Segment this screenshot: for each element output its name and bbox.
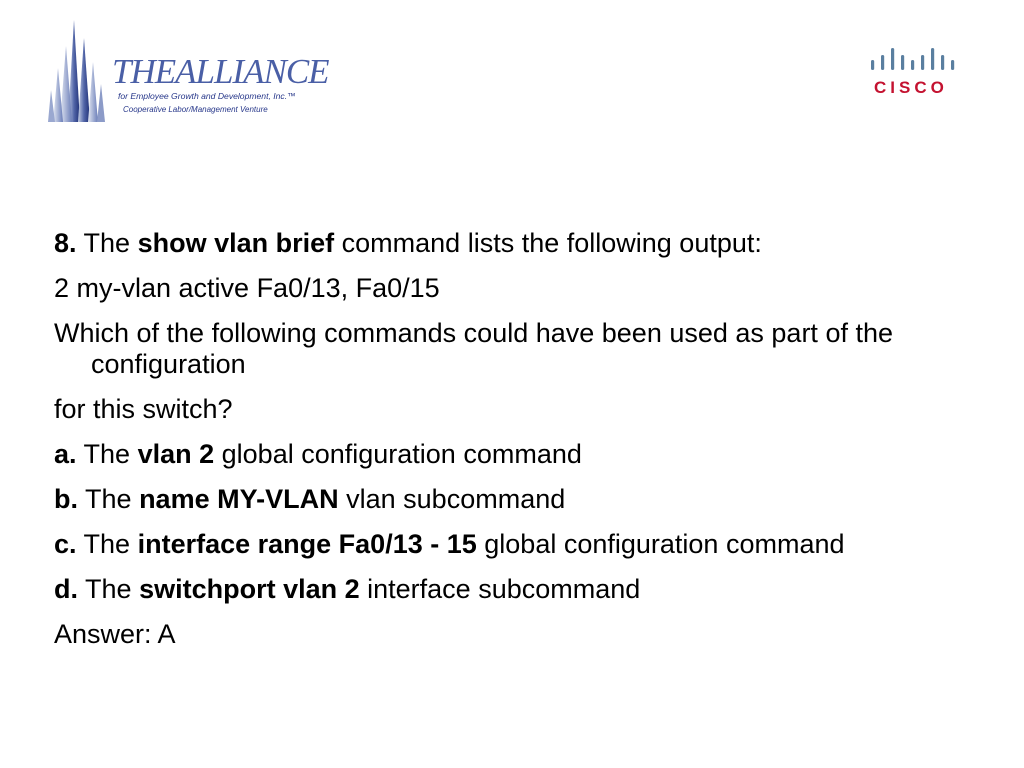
answer-option-d (54, 574, 974, 605)
alliance-tagline (118, 92, 296, 101)
cisco-logo (868, 46, 960, 100)
option-command: name MY-VLAN (139, 484, 339, 514)
option-pre: The (85, 574, 132, 604)
option-pre: The (83, 529, 131, 559)
question-stem-post: command lists the following output: (341, 228, 762, 258)
cisco-bars-icon (868, 46, 960, 76)
question-prompt: Which of the following commands could have been used as part of the configuration (54, 318, 893, 379)
option-letter: a. (54, 439, 77, 469)
option-command: vlan 2 (137, 439, 215, 469)
option-post: global configuration command (484, 529, 845, 559)
option-pre: The (85, 484, 132, 514)
answer-line: Answer: A (54, 619, 176, 649)
alliance-logo (48, 18, 329, 126)
question-stem-command: show vlan brief (137, 228, 335, 258)
question-prompt-continued: for this switch? (54, 394, 233, 424)
alliance-tagline-text: for Employee Growth and Development, Inc. (118, 91, 288, 101)
alliance-wordmark-the: THE (112, 52, 176, 91)
answer-option-b (54, 484, 974, 515)
alliance-trademark: ™ (287, 91, 296, 101)
option-command: switchport vlan 2 (139, 574, 360, 604)
question-number: 8. (54, 228, 77, 258)
alliance-wordmark (112, 54, 329, 89)
alliance-towers-icon (48, 18, 118, 126)
option-post: vlan subcommand (346, 484, 566, 514)
option-letter: c. (54, 529, 77, 559)
question-content (54, 228, 974, 664)
alliance-wordmark-alliance: ALLIANCE (175, 52, 329, 91)
option-pre: The (83, 439, 131, 469)
answer-option-c (54, 529, 974, 560)
answer-option-a (54, 439, 974, 470)
question-stem-pre: The (83, 228, 131, 258)
option-letter: d. (54, 574, 78, 604)
question-stem (54, 228, 974, 259)
option-letter: b. (54, 484, 78, 514)
option-post: global configuration command (221, 439, 582, 469)
alliance-subtag: Cooperative Labor/Management Venture (123, 105, 268, 114)
cisco-wordmark: CISCO (874, 78, 948, 97)
option-command: interface range Fa0/13 - 15 (137, 529, 477, 559)
command-output-line: 2 my-vlan active Fa0/13, Fa0/15 (54, 273, 440, 303)
option-post: interface subcommand (367, 574, 641, 604)
